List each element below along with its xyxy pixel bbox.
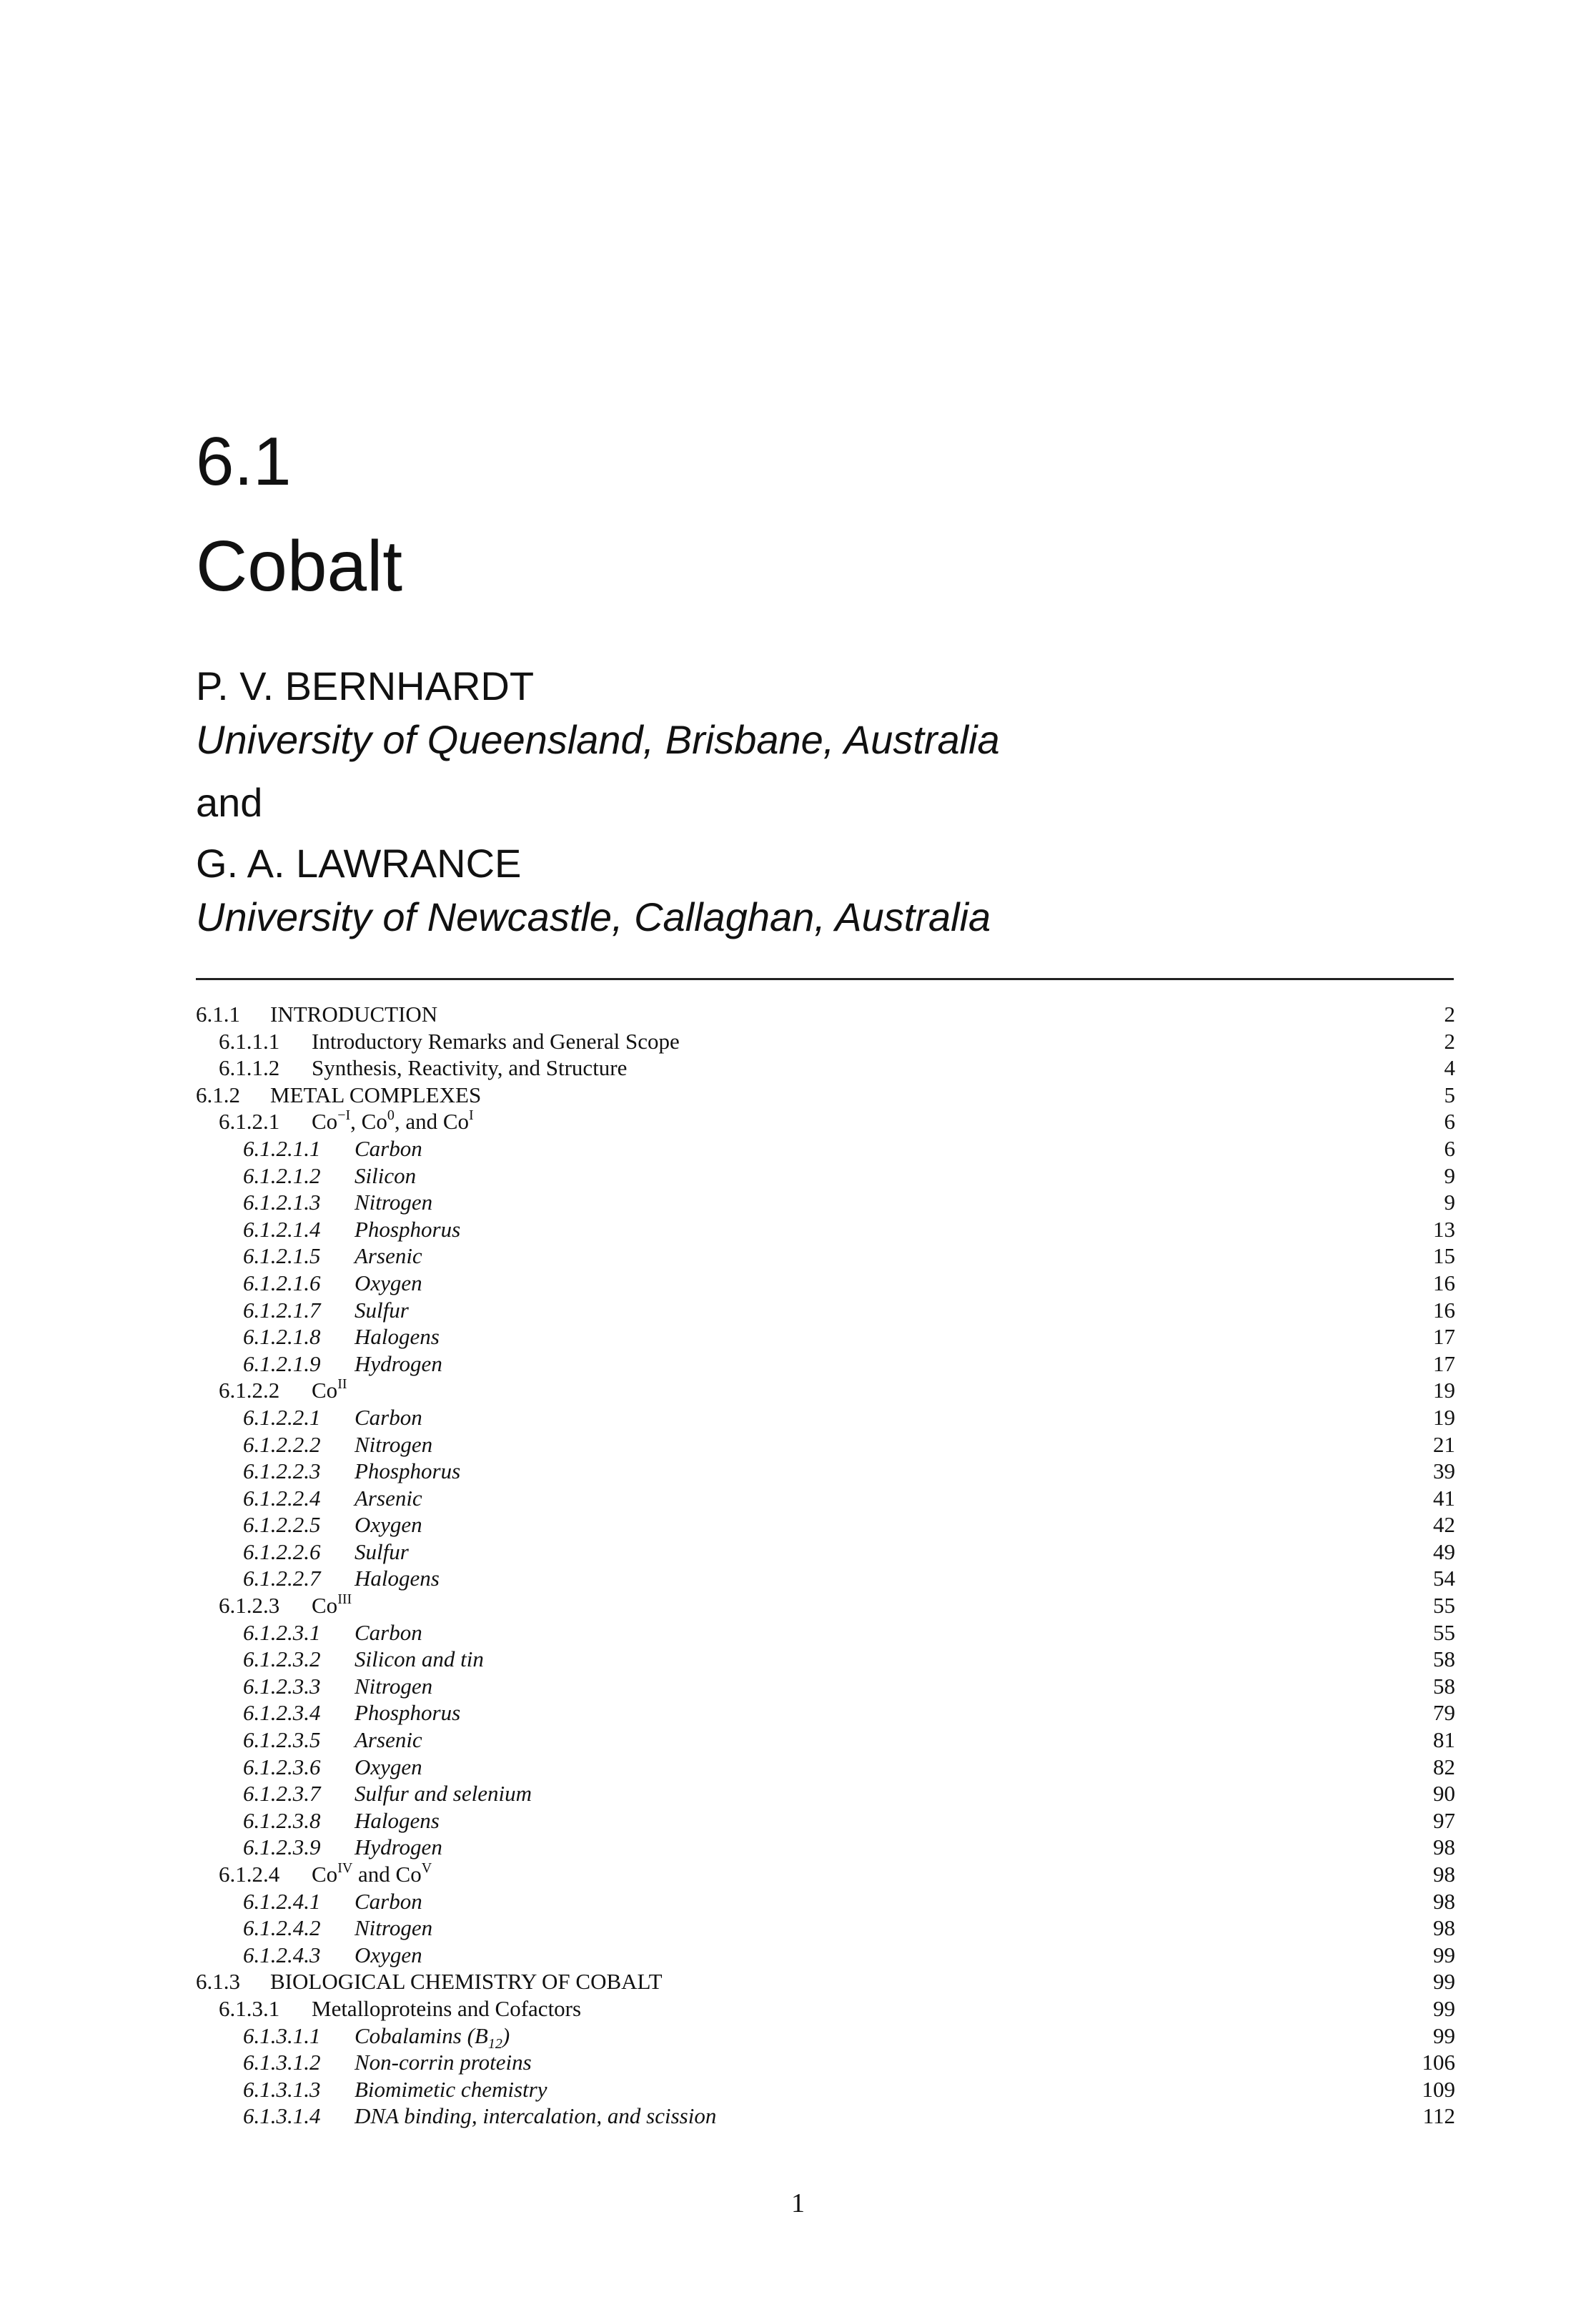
toc-entry-page: 5 xyxy=(1444,1082,1455,1107)
toc-entry-number: 6.1.2.1.6 xyxy=(243,1270,321,1295)
toc-entry-title: Carbon xyxy=(355,1404,422,1430)
toc-entry-title: Phosphorus xyxy=(355,1458,461,1484)
toc-entry-number: 6.1.2.2.1 xyxy=(243,1404,321,1430)
toc-entry-number: 6.1.2.3.5 xyxy=(243,1727,321,1753)
toc-entry xyxy=(196,1915,1455,1942)
toc-entry xyxy=(196,1673,1455,1700)
toc-entry-title: Oxygen xyxy=(355,1942,422,1967)
author-name: P. V. BERNHARDT xyxy=(196,663,535,708)
toc-entry xyxy=(196,1538,1455,1566)
toc-entry-number: 6.1.2.1.7 xyxy=(243,1297,321,1323)
toc-entry-page: 97 xyxy=(1433,1807,1455,1833)
toc-entry-number: 6.1.3 xyxy=(196,1969,240,1995)
toc-entry-page: 99 xyxy=(1433,1969,1455,1995)
toc-entry-title: Sulfur xyxy=(355,1297,409,1323)
toc-entry-number: 6.1.2.2.3 xyxy=(243,1458,321,1484)
toc-entry-title: BIOLOGICAL CHEMISTRY OF COBALT xyxy=(270,1969,663,1995)
toc-entry-number: 6.1.2.1.5 xyxy=(243,1243,321,1269)
page-number: 1 xyxy=(791,2188,805,2218)
toc-entry-title: $Co^{IV}$ and $Co^V$ xyxy=(312,1859,432,1887)
toc-entry xyxy=(196,1377,1455,1404)
toc-entry xyxy=(196,2076,1455,2103)
toc-entry-page: 99 xyxy=(1433,2022,1455,2048)
toc-entry-number: 6.1.2.1.4 xyxy=(243,1216,321,1242)
toc-entry xyxy=(196,1592,1455,1619)
toc-entry-title: Cobalamins $(B_{12})$ xyxy=(355,2022,510,2052)
toc-entry-title: Nitrogen xyxy=(355,1431,433,1457)
toc-entry-page: 55 xyxy=(1433,1593,1455,1619)
toc-entry-page: 49 xyxy=(1433,1538,1455,1564)
toc-entry-title: Hydrogen xyxy=(355,1350,442,1376)
toc-entry xyxy=(196,1861,1455,1888)
toc-entry-number: 6.1.2.1.3 xyxy=(243,1190,321,1215)
toc-entry-page: 9 xyxy=(1444,1190,1455,1215)
toc-entry-page: 2 xyxy=(1444,1002,1455,1027)
toc-entry xyxy=(196,1834,1455,1861)
toc-entry-number: 6.1.2.3.6 xyxy=(243,1754,321,1779)
toc-entry-page: 106 xyxy=(1422,2050,1455,2075)
toc-entry-title: $Co^{III}$ xyxy=(312,1591,352,1619)
toc-entry-page: 17 xyxy=(1433,1350,1455,1376)
toc-entry xyxy=(196,1458,1455,1485)
toc-entry-number: 6.1.2.3.2 xyxy=(243,1646,321,1672)
toc-entry-title: Carbon xyxy=(355,1888,422,1914)
toc-entry xyxy=(196,1888,1455,1915)
toc-entry xyxy=(196,2103,1455,2130)
toc-entry-page: 58 xyxy=(1433,1673,1455,1699)
toc-entry xyxy=(196,1189,1455,1216)
chapter-number: 6.1 xyxy=(196,423,292,500)
toc-entry xyxy=(196,1270,1455,1297)
toc-entry-number: 6.1.2.2 xyxy=(219,1378,280,1403)
toc-entry xyxy=(196,1754,1455,1781)
toc-entry-page: 99 xyxy=(1433,1995,1455,2021)
toc-entry xyxy=(196,1297,1455,1324)
toc-entry-page: 109 xyxy=(1422,2076,1455,2102)
toc-entry-number: 6.1.1 xyxy=(196,1002,240,1027)
toc-entry-number: 6.1.2 xyxy=(196,1082,240,1107)
toc-entry-title: Introductory Remarks and General Scope xyxy=(312,1028,680,1054)
toc-entry xyxy=(196,1135,1455,1162)
toc-entry-number: 6.1.2.3.9 xyxy=(243,1834,321,1860)
toc-entry-title: Halogens xyxy=(355,1566,440,1591)
toc-entry-page: 21 xyxy=(1433,1431,1455,1457)
toc-entry xyxy=(196,1243,1455,1270)
toc-entry xyxy=(196,1108,1455,1135)
toc-entry-number: 6.1.3.1.4 xyxy=(243,2103,321,2129)
section-divider xyxy=(196,978,1454,980)
toc-entry xyxy=(196,1404,1455,1431)
toc-entry-page: 55 xyxy=(1433,1619,1455,1645)
toc-entry xyxy=(196,1028,1455,1055)
toc-entry-title: INTRODUCTION xyxy=(270,1002,438,1027)
toc-entry xyxy=(196,1216,1455,1243)
toc-entry-page: 13 xyxy=(1433,1216,1455,1242)
toc-entry xyxy=(196,1082,1455,1109)
toc-entry-page: 2 xyxy=(1444,1028,1455,1054)
toc-entry-page: 98 xyxy=(1433,1862,1455,1887)
toc-entry-title: Oxygen xyxy=(355,1270,422,1295)
toc-entry-number: 6.1.2.2.2 xyxy=(243,1431,321,1457)
toc-entry xyxy=(196,1619,1455,1646)
toc-entry-number: 6.1.1.1 xyxy=(219,1028,280,1054)
toc-entry-page: 112 xyxy=(1422,2103,1455,2129)
toc-entry-title: Oxygen xyxy=(355,1754,422,1779)
toc-entry-page: 82 xyxy=(1433,1754,1455,1779)
toc-entry-title: DNA binding, intercalation, and scission xyxy=(355,2103,717,2129)
toc-entry xyxy=(196,1511,1455,1538)
toc-entry-number: 6.1.2.3.4 xyxy=(243,1700,321,1726)
toc-entry-title: Biomimetic chemistry xyxy=(355,2076,547,2102)
toc-entry-number: 6.1.2.3.1 xyxy=(243,1619,321,1645)
toc-entry-number: 6.1.3.1.1 xyxy=(243,2022,321,2048)
toc-entry-title: Nitrogen xyxy=(355,1915,433,1941)
toc-entry xyxy=(196,1431,1455,1458)
toc-entry-number: 6.1.1.2 xyxy=(219,1055,280,1081)
toc-entry-page: 6 xyxy=(1444,1135,1455,1161)
toc-entry-page: 19 xyxy=(1433,1378,1455,1403)
toc-entry xyxy=(196,1054,1455,1082)
author-affiliation: University of Newcastle, Callaghan, Australia xyxy=(196,894,991,939)
toc-entry-title: Phosphorus xyxy=(355,1216,461,1242)
toc-entry-title: METAL COMPLEXES xyxy=(270,1082,482,1107)
toc-entry-number: 6.1.2.4.3 xyxy=(243,1942,321,1967)
toc-entry-title: Silicon xyxy=(355,1162,417,1188)
toc-entry-page: 39 xyxy=(1433,1458,1455,1484)
toc-entry-title: Non-corrin proteins xyxy=(355,2050,532,2075)
toc-entry xyxy=(196,1807,1455,1834)
toc-entry-number: 6.1.2.1.8 xyxy=(243,1324,321,1350)
author-conjunction: and xyxy=(196,780,263,825)
toc-entry-page: 90 xyxy=(1433,1781,1455,1807)
toc-entry-number: 6.1.2.1.2 xyxy=(243,1162,321,1188)
table-of-contents xyxy=(196,1001,1455,2130)
toc-entry-title: Arsenic xyxy=(355,1243,422,1269)
toc-entry-page: 54 xyxy=(1433,1566,1455,1591)
toc-entry-title: Synthesis, Reactivity, and Structure xyxy=(312,1055,628,1081)
toc-entry-number: 6.1.2.3 xyxy=(219,1593,280,1619)
toc-entry-page: 98 xyxy=(1433,1888,1455,1914)
toc-entry-title: Sulfur and selenium xyxy=(355,1781,532,1807)
toc-entry-number: 6.1.2.2.5 xyxy=(243,1512,321,1538)
toc-entry-page: 81 xyxy=(1433,1727,1455,1753)
toc-entry-title: $Co^{II}$ xyxy=(312,1375,347,1403)
toc-entry-title: Arsenic xyxy=(355,1727,422,1753)
toc-entry xyxy=(196,1942,1455,1969)
toc-entry-title: Halogens xyxy=(355,1807,440,1833)
toc-entry-page: 17 xyxy=(1433,1324,1455,1350)
toc-entry-page: 79 xyxy=(1433,1700,1455,1726)
toc-entry-page: 9 xyxy=(1444,1162,1455,1188)
toc-entry xyxy=(196,1565,1455,1592)
toc-entry-number: 6.1.2.4.1 xyxy=(243,1888,321,1914)
toc-entry-title: Phosphorus xyxy=(355,1700,461,1726)
toc-entry-number: 6.1.2.1.9 xyxy=(243,1350,321,1376)
toc-entry-page: 99 xyxy=(1433,1942,1455,1967)
toc-entry-page: 16 xyxy=(1433,1270,1455,1295)
toc-entry-number: 6.1.2.1 xyxy=(219,1109,280,1135)
toc-entry-number: 6.1.3.1.3 xyxy=(243,2076,321,2102)
toc-entry-title: Nitrogen xyxy=(355,1190,433,1215)
toc-entry xyxy=(196,1350,1455,1378)
toc-entry-title: Arsenic xyxy=(355,1485,422,1511)
author-name: G. A. LAWRANCE xyxy=(196,841,522,886)
toc-entry-number: 6.1.3.1.2 xyxy=(243,2050,321,2075)
toc-entry-title: Hydrogen xyxy=(355,1834,442,1860)
toc-entry xyxy=(196,1323,1455,1350)
toc-entry xyxy=(196,2022,1455,2050)
toc-entry-number: 6.1.2.2.4 xyxy=(243,1485,321,1511)
toc-entry xyxy=(196,1001,1455,1028)
toc-entry-number: 6.1.3.1 xyxy=(219,1995,280,2021)
toc-entry xyxy=(196,1485,1455,1512)
toc-entry-page: 41 xyxy=(1433,1485,1455,1511)
toc-entry-number: 6.1.2.1.1 xyxy=(243,1135,321,1161)
toc-entry-title: Carbon xyxy=(355,1619,422,1645)
toc-entry-page: 16 xyxy=(1433,1297,1455,1323)
toc-entry-page: 6 xyxy=(1444,1109,1455,1135)
toc-entry-title: Nitrogen xyxy=(355,1673,433,1699)
toc-entry-title: Carbon xyxy=(355,1135,422,1161)
toc-entry-number: 6.1.2.4.2 xyxy=(243,1915,321,1941)
toc-entry-number: 6.1.2.2.7 xyxy=(243,1566,321,1591)
toc-entry-number: 6.1.2.4 xyxy=(219,1862,280,1887)
toc-entry-page: 15 xyxy=(1433,1243,1455,1269)
toc-entry-title: Silicon and tin xyxy=(355,1646,484,1672)
toc-entry-page: 42 xyxy=(1433,1512,1455,1538)
toc-entry-number: 6.1.2.2.6 xyxy=(243,1538,321,1564)
toc-entry xyxy=(196,1646,1455,1673)
toc-entry-page: 58 xyxy=(1433,1646,1455,1672)
toc-entry xyxy=(196,1727,1455,1754)
toc-entry-page: 98 xyxy=(1433,1915,1455,1941)
toc-entry-page: 98 xyxy=(1433,1834,1455,1860)
toc-entry xyxy=(196,2049,1455,2076)
toc-entry xyxy=(196,1780,1455,1807)
toc-entry-number: 6.1.2.3.8 xyxy=(243,1807,321,1833)
toc-entry-title: Sulfur xyxy=(355,1538,409,1564)
toc-entry xyxy=(196,1995,1455,2022)
toc-entry-number: 6.1.2.3.7 xyxy=(243,1781,321,1807)
toc-entry-page: 19 xyxy=(1433,1404,1455,1430)
toc-entry xyxy=(196,1699,1455,1727)
toc-entry xyxy=(196,1968,1455,1995)
toc-entry-title: Metalloproteins and Cofactors xyxy=(312,1995,582,2021)
author-affiliation: University of Queensland, Brisbane, Australia xyxy=(196,717,1000,762)
toc-entry-title: $Co^{-I}$, Co$^0$, and $Co^I$ xyxy=(312,1107,474,1135)
toc-entry xyxy=(196,1162,1455,1190)
chapter-title: Cobalt xyxy=(196,526,403,606)
toc-entry-number: 6.1.2.3.3 xyxy=(243,1673,321,1699)
toc-entry-title: Halogens xyxy=(355,1324,440,1350)
toc-entry-page: 4 xyxy=(1444,1055,1455,1081)
toc-entry-title: Oxygen xyxy=(355,1512,422,1538)
